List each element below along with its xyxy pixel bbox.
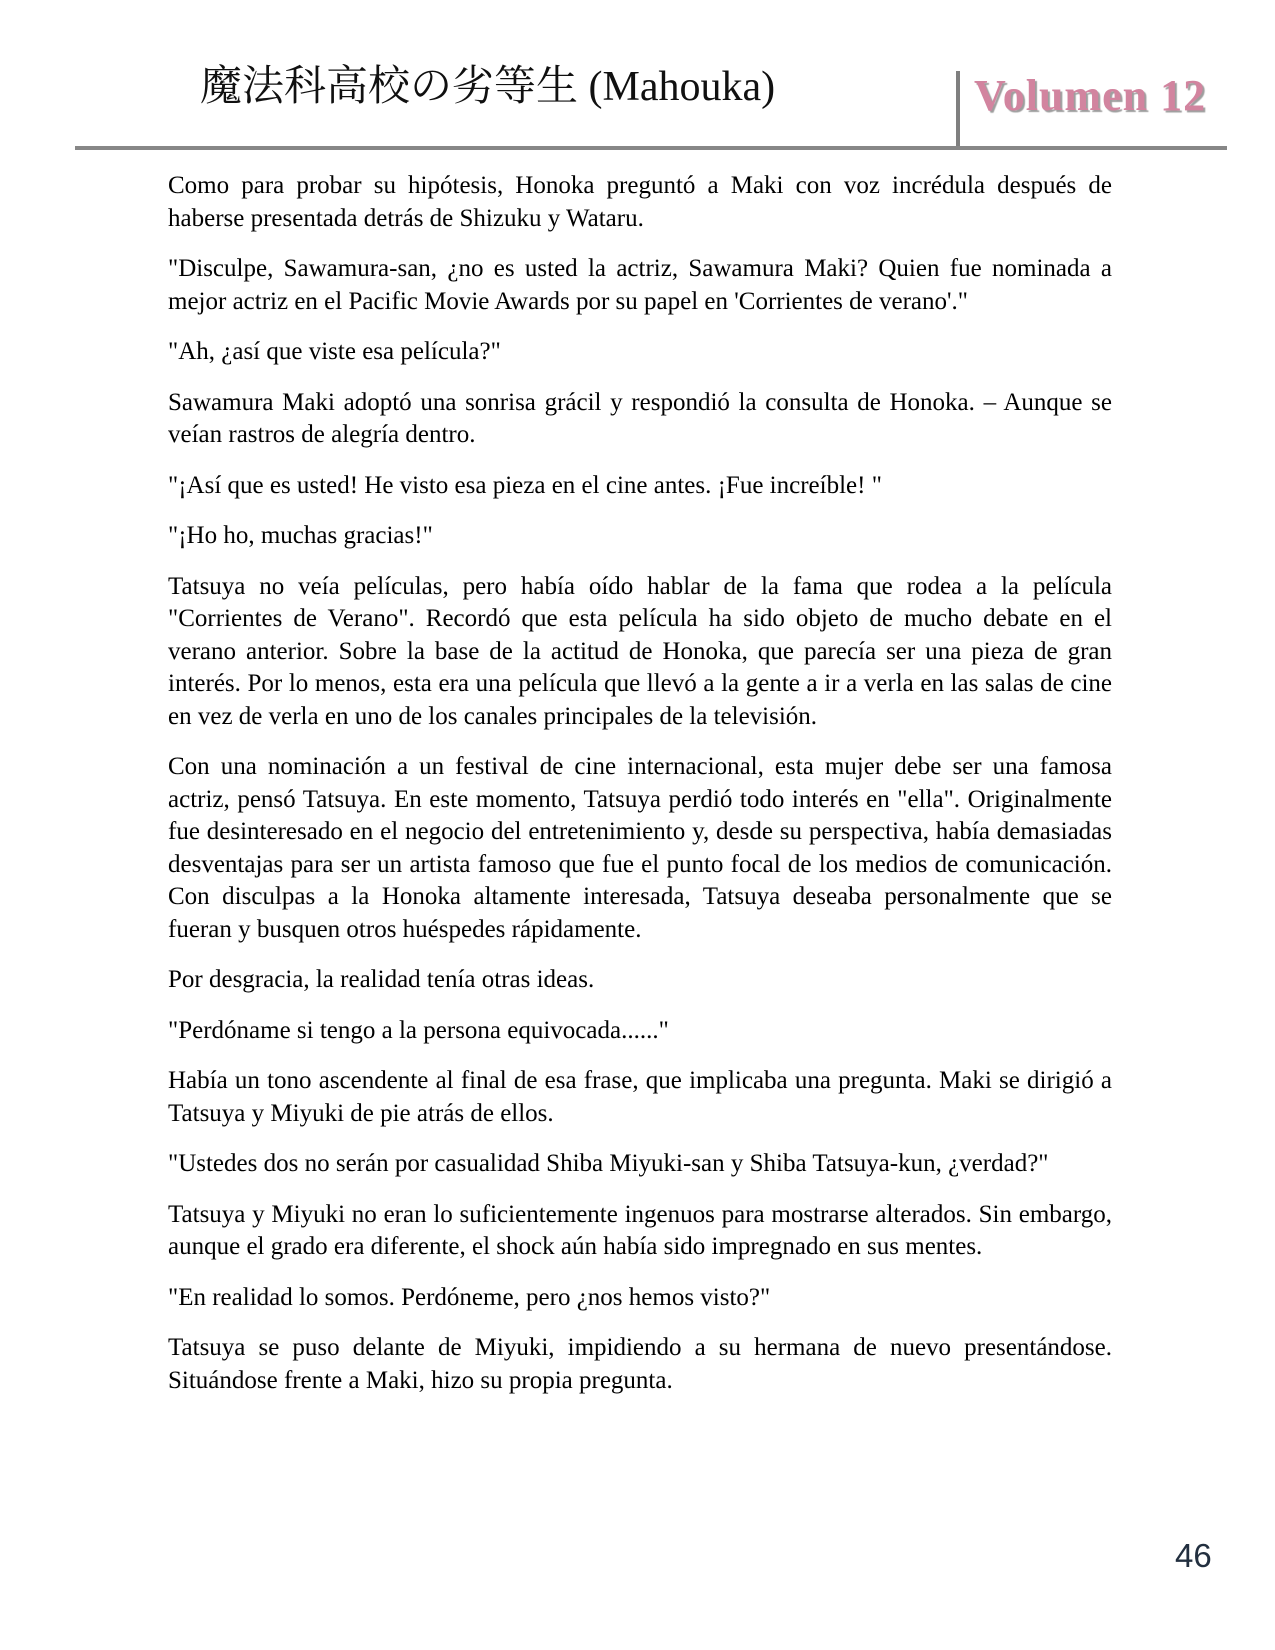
paragraph-6: "¡Ho ho, muchas gracias!" [168,522,433,549]
page-body [168,170,1112,1415]
paragraph-2: "Disculpe, Sawamura-san, ¿no es usted la actriz, Sawamura Maki? Quien fue nominada a mejor actriz en el Pacific Movie Awards por su papel en 'Corrientes de verano'." [168,255,1112,315]
paragraph-8: Con una nominación a un festival de cine internacional, esta mujer debe ser una famosa actriz, pensó Tatsuya. En este momento, Tatsuya perdió todo interés en "ella". Originalmente fue desinteresado en el negocio del entretenimiento y, desde su perspectiva, había demasiadas desventajas para ser un artista famoso que fue el punto focal de los medios de comunicación. Con disculpas a la Honoka altamente interesada, Tatsuya deseaba personalmente que se fueran y busquen otros huéspedes rápidamente. [168,753,1112,943]
paragraph-10: "Perdóname si tengo a la persona equivocada......" [168,1016,669,1044]
paragraph-13: Tatsuya y Miyuki no eran lo suficientemente ingenuos para mostrarse alterados. Sin embargo, aunque el grado era diferente, el shock aún había sido impregnado en sus mentes. [168,1200,1112,1260]
paragraph-4: Sawamura Maki adoptó una sonrisa grácil y respondió la consulta de Honoka. – Aunque se veían rastros de alegría dentro. [168,388,1112,448]
paragraph-7: Tatsuya no veía películas, pero había oído hablar de la fama que rodea a la película "Corrientes de Verano". Recordó que esta película ha sido objeto de mucho debate en el verano anterior. Sobre la base de la actitud de Honoka, que parecía ser una pieza de gran interés. Por lo menos, esta era una película que llevó a la gente a ir a verla en las salas de cine en vez de verla en uno de los canales principales de la televisión. [168,572,1112,730]
paragraph-3: "Ah, ¿así que viste esa película?" [168,338,501,365]
paragraph-9: Por desgracia, la realidad tenía otras ideas. [168,966,595,993]
document-title: 魔法科高校の劣等生 (Mahouka) [200,64,776,110]
paragraph-11: Había un tono ascendente al final de esa frase, que implicaba una pregunta. Maki se dirigió a Tatsuya y Miyuki de pie atrás de ellos. [168,1067,1112,1127]
header-divider-bar [956,71,960,150]
paragraph-14: "En realidad lo somos. Perdóneme, pero ¿nos hemos visto?" [168,1283,771,1311]
page-number: 46 [1175,1537,1212,1574]
paragraph-1: Como para probar su hipótesis, Honoka preguntó a Maki con voz incrédula después de haberse presentada detrás de Shizuku y Wataru. [168,172,1112,232]
volume-label: Volumen 12 [974,71,1207,120]
paragraph-5: "¡Así que es usted! He visto esa pieza en el cine antes. ¡Fue increíble! " [168,471,882,499]
paragraph-15: Tatsuya se puso delante de Miyuki, impidiendo a su hermana de nuevo presentándose. Situándose frente a Maki, hizo su propia pregunta. [168,1334,1112,1394]
header-rule [75,146,1227,150]
paragraph-12: "Ustedes dos no serán por casualidad Shiba Miyuki-san y Shiba Tatsuya-kun, ¿verdad?" [168,1150,1049,1177]
